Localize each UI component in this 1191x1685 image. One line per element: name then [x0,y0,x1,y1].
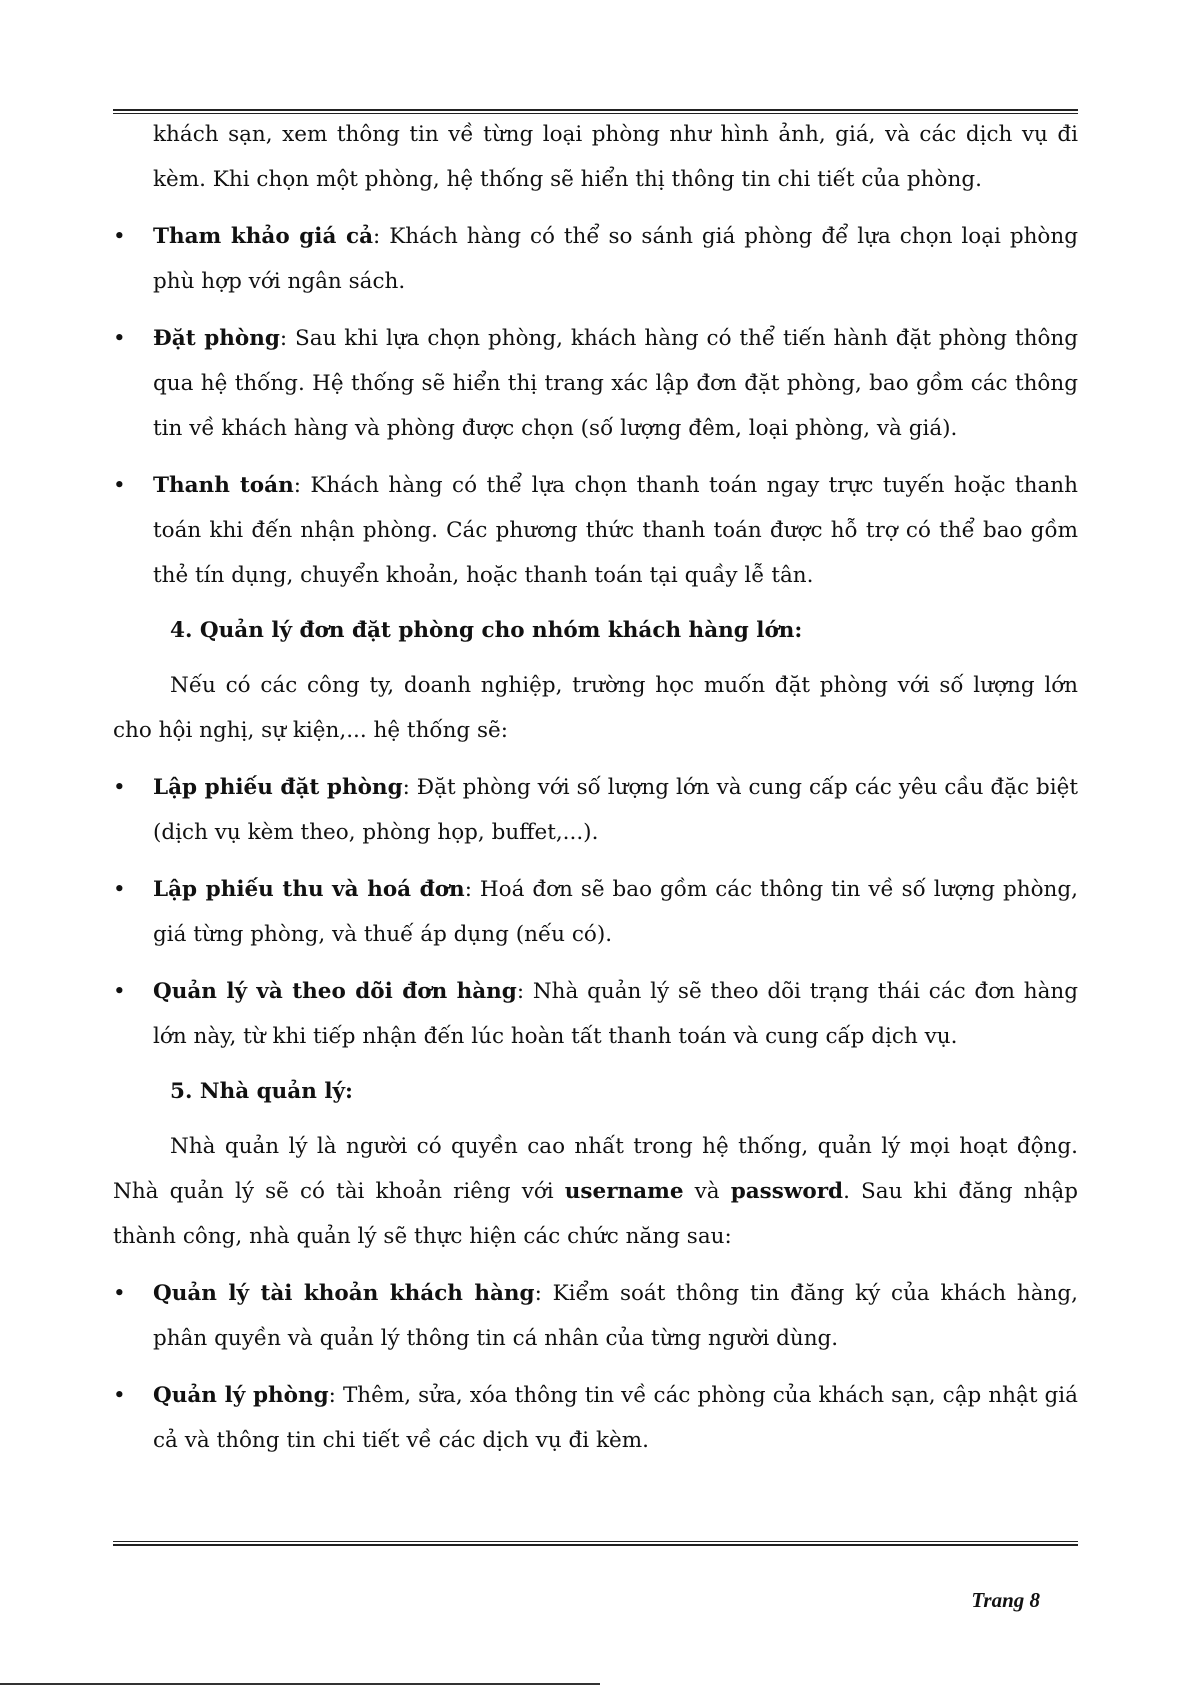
bullet-text: : Thêm, sửa, xóa thông tin về các phòng của khách sạn, cập nhật giá cả và thông tin chi tiết về các dịch vụ đi kèm. [153,1383,1078,1453]
footer-double-rule [113,1541,1078,1546]
bullet-text: : Nhà quản lý sẽ theo dõi trạng thái các đơn hàng lớn này, từ khi tiếp nhận đến lúc hoàn tất thanh toán và cung cấp dịch vụ. [153,979,1078,1049]
bullet-term: Thanh toán [153,473,294,498]
bullet-text: : Sau khi lựa chọn phòng, khách hàng có thể tiến hành đặt phòng thông qua hệ thống. Hệ thống sẽ hiển thị trang xác lập đơn đặt phòng, bao gồm các thông tin về khách hàng và phòng được chọn (số lượng đêm, loại phòng, và giá). [153,326,1078,441]
bullet-glyph: • [113,1383,126,1408]
bullet-term: Quản lý và theo dõi đơn hàng [153,979,517,1004]
section-heading-4: 4. Quản lý đơn đặt phòng cho nhóm khách hàng lớn: [170,618,803,643]
section-5-intro: Nhà quản lý là người có quyền cao nhất trong hệ thống, quản lý mọi hoạt động. Nhà quản lý sẽ có tài khoản riêng với username và password. Sau khi đăng nhập thành công, nhà quản lý sẽ thực hiện các chức năng sau: [113,1134,1078,1249]
bullet-item [113,1373,1078,1463]
section-heading-5: 5. Nhà quản lý: [170,1079,353,1104]
bullet-text: : Đặt phòng với số lượng lớn và cung cấp các yêu cầu đặc biệt (dịch vụ kèm theo, phòng họp, buffet,...). [153,775,1079,845]
bullet-term: Đặt phòng [153,326,280,351]
bullet-term: Lập phiếu đặt phòng [153,775,403,800]
bullet-term: Quản lý phòng [153,1383,329,1408]
bullet-text: : Kiểm soát thông tin đăng ký của khách hàng, phân quyền và quản lý thông tin cá nhân của từng người dùng. [153,1281,1078,1351]
page-number: Trang 8 [971,1588,1040,1612]
bullet-glyph: • [113,775,126,800]
bullet-glyph: • [113,326,126,351]
bullet-term: Quản lý tài khoản khách hàng [153,1281,535,1306]
bullet-item [113,463,1078,598]
bullet-item [113,867,1078,957]
bullet-text: : Khách hàng có thể so sánh giá phòng để lựa chọn loại phòng phù hợp với ngân sách. [153,224,1078,294]
bullet-glyph: • [113,877,126,902]
document-body [113,112,1078,1463]
bullet-item [113,316,1078,451]
bullet-glyph: • [113,1281,126,1306]
username-term: username [564,1179,684,1204]
bullet-glyph: • [113,224,126,249]
bullet-glyph: • [113,979,126,1004]
bullet-text: : Hoá đơn sẽ bao gồm các thông tin về số lượng phòng, giá từng phòng, và thuế áp dụng (nếu có). [153,877,1078,947]
bullet-item [113,765,1078,855]
section-4-intro: Nếu có các công ty, doanh nghiệp, trường học muốn đặt phòng với số lượng lớn cho hội nghị, sự kiện,... hệ thống sẽ: [113,673,1078,743]
bullet-item [113,214,1078,304]
bullet-item [113,969,1078,1059]
continued-paragraph: khách sạn, xem thông tin về từng loại phòng như hình ảnh, giá, và các dịch vụ đi kèm. Khi chọn một phòng, hệ thống sẽ hiển thị thông tin chi tiết của phòng. [153,122,1078,192]
bullet-term: Tham khảo giá cả [153,224,374,249]
bullet-glyph: • [113,473,126,498]
bullet-term: Lập phiếu thu và hoá đơn [153,877,465,902]
bullet-item [113,1271,1078,1361]
bullet-text: : Khách hàng có thể lựa chọn thanh toán ngay trực tuyến hoặc thanh toán khi đến nhận phòng. Các phương thức thanh toán được hỗ trợ có thể bao gồm thẻ tín dụng, chuyển khoản, hoặc thanh toán tại quầy lễ tân. [153,473,1078,588]
password-term: password [730,1179,844,1204]
